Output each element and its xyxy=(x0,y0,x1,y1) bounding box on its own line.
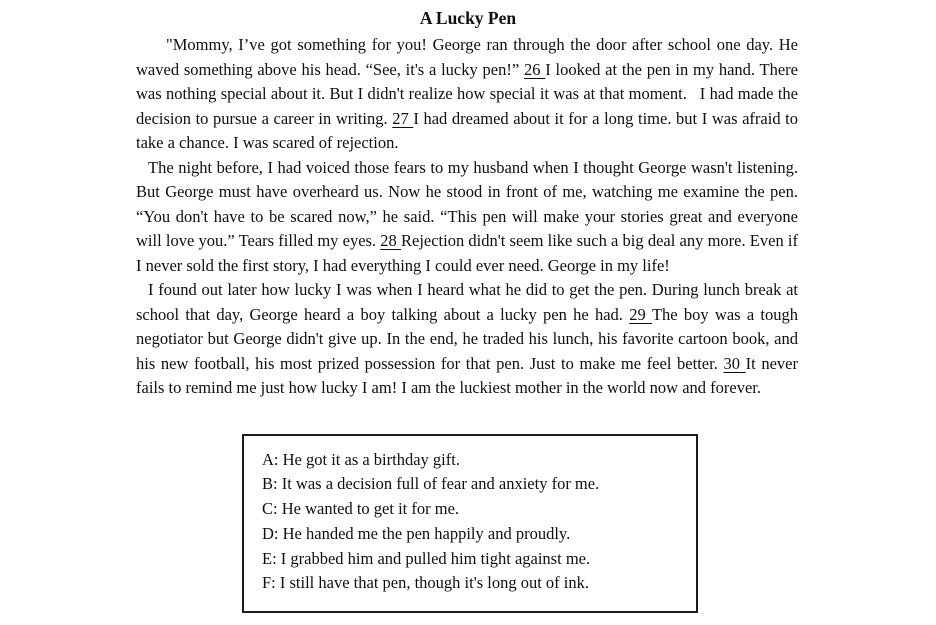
option-f: F: I still have that pen, though it's long out of ink. xyxy=(262,573,589,593)
passage-text: The boy was a tough negotiator but George didn't give up. In the end, he traded his lunch, his favorite cartoon book, and his new football, his most prized possession for that pen. Just to make me feel better. xyxy=(136,304,798,373)
passage-title: A Lucky Pen xyxy=(419,8,517,28)
passage-text: "Mommy, I’ve got something for you! George ran through the door after school one day. He waved something above his head. “See, it's a lucky pen!” xyxy=(136,35,798,79)
option-c: C: He wanted to get it for me. xyxy=(262,499,460,519)
blank-26: 26 xyxy=(523,59,546,79)
option-b: B: It was a decision full of fear and anxiety for me. xyxy=(262,474,600,494)
passage-paragraph-3 xyxy=(136,278,798,401)
blank-30: 30 xyxy=(723,353,746,373)
passage-text: I found out later how lucky I was when I heard what he did to get the pen. During lunch break at school that day, George heard a boy talking about a lucky pen he had. xyxy=(136,280,798,324)
passage-paragraph-2 xyxy=(136,156,798,279)
answer-options-box xyxy=(242,434,698,613)
blank-27: 27 xyxy=(392,108,414,128)
passage-text: The night before, I had voiced those fears to my husband when I thought George wasn't listening. But George must have overheard us. Now he stood in front of me, watching me examine the pen. “You don't have to be scared now,” he said. “This pen will make your stories great and everyone will love you.” Tears filled my eyes. xyxy=(136,157,798,250)
blank-29: 29 xyxy=(629,304,652,324)
passage-text: It never fails to remind me just how lucky I am! I am the luckiest mother in the world now and forever. xyxy=(136,353,799,397)
passage-body xyxy=(136,33,798,401)
passage-paragraph-1 xyxy=(136,33,798,156)
blank-28: 28 xyxy=(380,231,401,250)
option-d: D: He handed me the pen happily and proudly. xyxy=(262,523,571,543)
passage-text: Rejection didn't seem like such a big deal any more. Even if I never sold the first story, I had everything I could ever need. George in my life! xyxy=(136,231,798,275)
option-e: E: I grabbed him and pulled him tight against me. xyxy=(262,548,591,568)
passage-text: I had dreamed about it for a long time. but I was afraid to take a chance. I was scared of rejection. xyxy=(136,108,799,152)
passage-text: I looked at the pen in my hand. There was nothing special about it. But I didn't realize how special it was at that moment. I had made the decision to pursue a career in writing. xyxy=(136,59,798,128)
option-a: A: He got it as a birthday gift. xyxy=(262,449,460,469)
